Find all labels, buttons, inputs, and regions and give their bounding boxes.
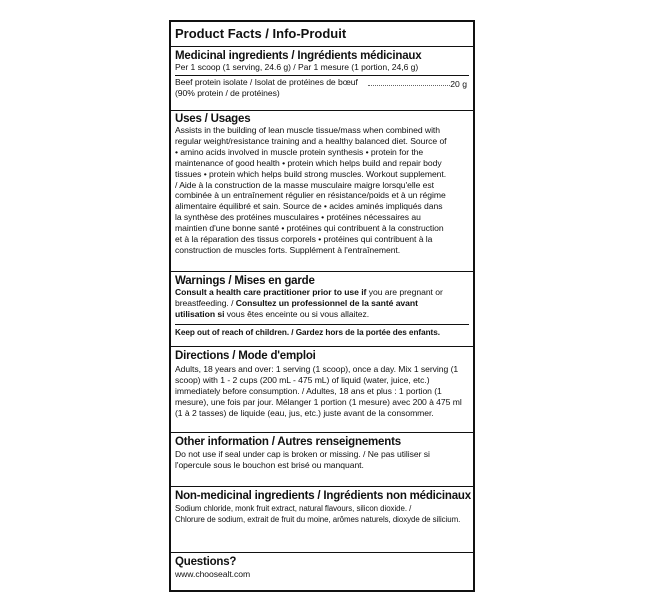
warnings-heading: Warnings / Mises en garde bbox=[175, 275, 315, 287]
bold-text: Consultez un professionnel de la santé avant bbox=[235, 297, 418, 308]
divider bbox=[171, 110, 473, 111]
divider bbox=[171, 552, 473, 553]
normal-text: breastfeeding. / bbox=[175, 297, 236, 308]
divider bbox=[171, 46, 473, 47]
text-line: Do not use if seal under cap is broken or missing. / Ne pas utiliser si bbox=[175, 449, 430, 459]
panel-title-section bbox=[171, 26, 473, 41]
thin-rule bbox=[175, 324, 469, 325]
questions-heading: Questions? bbox=[175, 556, 237, 568]
product-facts-panel bbox=[169, 20, 475, 592]
text-line bbox=[175, 309, 469, 320]
text-line: • amino acids involved in muscle protein synthesis • protein for the bbox=[175, 146, 424, 157]
other-info-text bbox=[175, 449, 469, 471]
uses-heading: Uses / Usages bbox=[175, 113, 251, 125]
non-medicinal-text bbox=[175, 504, 469, 525]
text-line: Adults, 18 years and over: 1 serving (1 scoop), once a day. Mix 1 serving (1 bbox=[175, 364, 459, 374]
text-line: / Aide à la construction de la masse musculaire maigre lorsqu'elle est bbox=[175, 179, 434, 190]
text-line: tissues • protein which helps build strong muscles. Workout supplement. bbox=[175, 168, 447, 179]
serving-size: Per 1 scoop (1 serving, 24.6 g) / Par 1 mesure (1 portion, 24,6 g) bbox=[175, 62, 419, 72]
text-line: Sodium chloride, monk fruit extract, natural flavours, silicon dioxide. / bbox=[175, 504, 412, 513]
text-line: construction de muscles forts. Supplément à l'entraînement. bbox=[175, 244, 401, 255]
website-link[interactable]: www.choosealt.com bbox=[175, 569, 251, 579]
text-line: mesure), une fois par jour. Mélanger 1 portion (1 mesure) avec 200 à 475 ml bbox=[175, 396, 462, 407]
text-line: regular weight/resistance training and a healthy balanced diet. Source of bbox=[175, 135, 447, 146]
warnings-text bbox=[175, 287, 469, 339]
other-info-section bbox=[171, 436, 473, 471]
leader-dots bbox=[368, 85, 450, 86]
ingredient-note: (90% protein / de protéines) bbox=[175, 87, 280, 98]
ingredient-row bbox=[175, 77, 469, 99]
text-line: Chlorure de sodium, extrait de fruit du moine, arômes naturels, dioxyde de silicium. bbox=[175, 514, 461, 524]
bold-text: Consult a health care practitioner prior to use if bbox=[175, 287, 367, 297]
text-line: scoop) with 1 - 2 cups (200 mL - 475 mL) of liquid (water, juice, etc.) bbox=[175, 374, 430, 385]
text-line: Assists in the building of lean muscle tissue/mass when combined with bbox=[175, 125, 440, 135]
divider bbox=[171, 486, 473, 487]
text-line: combinée à un entraînement régulier en résistance/poids et à un régime bbox=[175, 190, 446, 201]
text-line: (1 à 2 tasses) de liquide (eau, jus, etc.) juste avant de la consommer. bbox=[175, 407, 434, 418]
divider bbox=[171, 432, 473, 433]
panel-title: Product Facts / Info-Produit bbox=[175, 26, 347, 41]
divider bbox=[171, 346, 473, 347]
questions-section bbox=[171, 556, 473, 580]
text-line: l'opercule sous le bouchon est brisé ou manquant. bbox=[175, 459, 364, 470]
text-line: et à la réparation des tissus corporels • protéines qui contribuent à la bbox=[175, 234, 433, 245]
directions-section bbox=[171, 350, 473, 419]
text-line bbox=[175, 287, 469, 298]
non-medicinal-section bbox=[171, 490, 473, 525]
normal-text: vous êtes enceinte ou si vous allaitez. bbox=[224, 308, 370, 319]
other-info-heading: Other information / Autres renseignements bbox=[175, 436, 401, 448]
text-line: alimentaire équilibré et sain. Source de • acides aminés impliqués dans bbox=[175, 201, 443, 212]
non-medicinal-heading: Non-medicinal ingredients / Ingrédients non médicinaux bbox=[175, 490, 471, 502]
bold-text: utilisation si bbox=[175, 308, 225, 319]
text-line: maintenance of good health • protein which helps build and repair body bbox=[175, 157, 442, 168]
uses-section bbox=[171, 113, 473, 256]
warnings-section bbox=[171, 275, 473, 339]
text-line bbox=[175, 298, 469, 309]
ingredient-amount: 20 g bbox=[450, 78, 467, 89]
thin-rule bbox=[175, 75, 469, 76]
text-line: immediately before consumption. / Adultes, 18 ans et plus : 1 portion (1 bbox=[175, 385, 442, 396]
divider bbox=[171, 271, 473, 272]
text-line: la synthèse des protéines musculaires • protéines nécessaires au bbox=[175, 212, 421, 223]
keep-out-notice: Keep out of reach of children. / Gardez hors de la portée des enfants. bbox=[175, 327, 440, 337]
medicinal-section bbox=[171, 50, 473, 99]
ingredient-name: Beef protein isolate / Isolat de protéines de bœuf bbox=[175, 76, 358, 87]
directions-heading: Directions / Mode d'emploi bbox=[175, 350, 316, 362]
text-line: maintien d'une bonne santé • protéines qui contribuent à la construction bbox=[175, 223, 444, 234]
uses-text bbox=[175, 125, 469, 256]
normal-text: you are pregnant or bbox=[366, 287, 443, 297]
medicinal-heading: Medicinal ingredients / Ingrédients médicinaux bbox=[175, 50, 422, 62]
directions-text bbox=[175, 364, 469, 419]
